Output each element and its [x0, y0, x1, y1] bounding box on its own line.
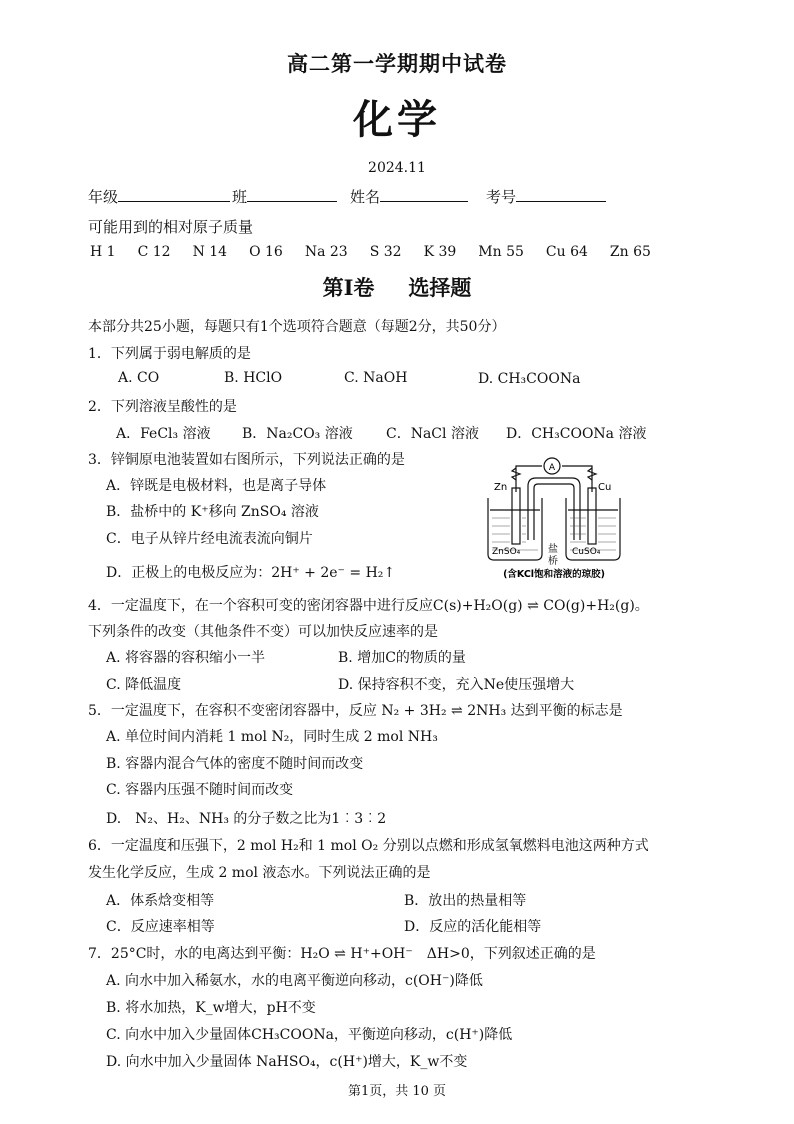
- section-part: 第I卷: [322, 275, 375, 300]
- q7-option-a[interactable]: A. 向水中加入稀氨水，水的电离平衡逆向移动，c(OH⁻)降低: [106, 973, 483, 989]
- mass-item: S 32: [369, 244, 402, 260]
- q3-option-a[interactable]: A．锌既是电极材料，也是离子导体: [106, 478, 327, 494]
- zinc-label: Zn: [494, 482, 508, 493]
- salt-bridge-label-1: 盐: [548, 544, 558, 555]
- q5-option-c[interactable]: C. 容器内压强不随时间而改变: [106, 782, 294, 798]
- section-intro: 本部分共25小题，每题只有1个选项符合题意（每题2分，共50分）: [88, 319, 506, 335]
- figure-caption: (含KCl饱和溶液的琼胶): [503, 569, 605, 580]
- mass-item: C 12: [137, 244, 171, 260]
- q4-option-a[interactable]: A. 将容器的容积缩小一半: [106, 650, 266, 666]
- mass-item: K 39: [423, 244, 457, 260]
- q1-option-a[interactable]: A. CO: [118, 370, 160, 386]
- salt-bridge-label-2: 桥: [548, 556, 558, 567]
- q4-option-b[interactable]: B. 增加C的物质的量: [338, 650, 466, 666]
- info-name: [350, 186, 468, 207]
- subject-title: 化学: [353, 96, 441, 143]
- number-blank[interactable]: [516, 187, 606, 202]
- mass-item: N 14: [192, 244, 228, 260]
- q6-stem-line2: 发生化学反应，生成 2 mol 液态水。下列说法正确的是: [88, 865, 431, 881]
- section-name: 选择题: [408, 275, 472, 300]
- q5-option-d[interactable]: D. N₂、H₂、NH₃ 的分子数之比为1︰3︰2: [106, 811, 387, 827]
- q2-option-a[interactable]: A．FeCl₃ 溶液: [116, 426, 211, 442]
- q3-option-b[interactable]: B．盐桥中的 K⁺移向 ZnSO₄ 溶液: [106, 504, 319, 520]
- q6-option-b[interactable]: B．放出的热量相等: [404, 893, 527, 909]
- info-grade: [88, 186, 230, 207]
- exam-date: 2024.11: [368, 160, 426, 176]
- class-label: 班: [232, 188, 248, 206]
- q2-option-b[interactable]: B．Na₂CO₃ 溶液: [242, 426, 353, 442]
- q4-stem-line2: 下列条件的改变（其他条件不变）可以加快反应速率的是: [88, 624, 438, 640]
- name-blank[interactable]: [380, 187, 468, 202]
- page-footer: 第1页，共 10 页: [347, 1084, 447, 1099]
- grade-label: 年级: [88, 188, 119, 206]
- q2-option-c[interactable]: C．NaCl 溶液: [386, 426, 479, 442]
- mass-item: O 16: [249, 244, 283, 260]
- masses-label: 可能用到的相对原子质量: [88, 218, 254, 236]
- mass-item: Na 23: [304, 244, 348, 260]
- q4-option-d[interactable]: D. 保持容积不变，充入Ne使压强增大: [338, 677, 575, 693]
- masses-list: [90, 244, 673, 260]
- q1-option-c[interactable]: C. NaOH: [344, 370, 408, 386]
- ammeter-label: A: [548, 463, 556, 473]
- q6-option-a[interactable]: A．体系焓变相等: [106, 893, 215, 909]
- number-label: 考号: [486, 188, 517, 206]
- copper-electrode: [588, 488, 596, 544]
- q6-option-d[interactable]: D．反应的活化能相等: [404, 919, 542, 935]
- q4-option-c[interactable]: C. 降低温度: [106, 677, 182, 693]
- galvanic-cell-diagram: [480, 450, 630, 582]
- info-number: [486, 186, 606, 207]
- q1-option-b[interactable]: B. HClO: [224, 370, 283, 386]
- info-class: [232, 186, 337, 207]
- q7-option-c[interactable]: C. 向水中加入少量固体CH₃COONa，平衡逆向移动，c(H⁺)降低: [106, 1027, 513, 1043]
- q5-stem: 5．一定温度下，在容积不变密闭容器中，反应 N₂ + 3H₂ ⇌ 2NH₃ 达到平衡的标志是: [88, 703, 623, 719]
- q6-option-c[interactable]: C．反应速率相等: [106, 919, 215, 935]
- mass-item: H 1: [90, 244, 116, 260]
- q6-stem-line1: 6．一定温度和压强下，2 mol H₂和 1 mol O₂ 分别以点燃和形成氢氧燃料电池这两种方式: [88, 838, 649, 854]
- grade-blank[interactable]: [118, 187, 230, 202]
- q1-stem: 1．下列属于弱电解质的是: [88, 346, 251, 362]
- q3-stem: 3．锌铜原电池装置如右图所示，下列说法正确的是: [88, 452, 405, 468]
- q3-option-d[interactable]: D．正极上的电极反应为：2H⁺ + 2e⁻ = H₂↑: [106, 565, 396, 581]
- q7-option-b[interactable]: B. 将水加热，K_w增大，pH不变: [106, 1000, 316, 1016]
- q1-option-d[interactable]: D. CH₃COONa: [478, 371, 581, 387]
- q7-option-d[interactable]: D. 向水中加入少量固体 NaHSO₄，c(H⁺)增大，K_w不变: [106, 1054, 468, 1070]
- mass-item: Cu 64: [545, 244, 588, 260]
- q4-stem-line1: 4．一定温度下，在一个容积可变的密闭容器中进行反应C(s)+H₂O(g) ⇌ CO(g)+H₂(g)。: [88, 598, 649, 614]
- q2-stem: 2．下列溶液呈酸性的是: [88, 399, 237, 415]
- copper-label: Cu: [598, 482, 612, 493]
- class-blank[interactable]: [247, 187, 337, 202]
- mass-item: Mn 55: [478, 244, 524, 260]
- exam-title: 高二第一学期期中试卷: [287, 51, 507, 76]
- znso4-label: ZnSO₄: [492, 547, 521, 557]
- salt-bridge-inner: [534, 484, 574, 540]
- mass-item: Zn 65: [609, 244, 651, 260]
- q5-option-b[interactable]: B. 容器内混合气体的密度不随时间而改变: [106, 756, 364, 772]
- q7-stem: 7．25°C时，水的电离达到平衡：H₂O ⇌ H⁺+OH⁻ ΔH>0，下列叙述正确的是: [88, 946, 596, 962]
- name-label: 姓名: [350, 188, 381, 206]
- q5-option-a[interactable]: A. 单位时间内消耗 1 mol N₂，同时生成 2 mol NH₃: [106, 729, 438, 745]
- cuso4-label: CuSO₄: [572, 547, 601, 557]
- q3-option-c[interactable]: C．电子从锌片经电流表流向铜片: [106, 531, 313, 547]
- zinc-electrode: [512, 488, 520, 544]
- section-title: [0, 272, 794, 302]
- salt-bridge-outer: [528, 478, 580, 540]
- q2-option-d[interactable]: D．CH₃COONa 溶液: [506, 426, 647, 442]
